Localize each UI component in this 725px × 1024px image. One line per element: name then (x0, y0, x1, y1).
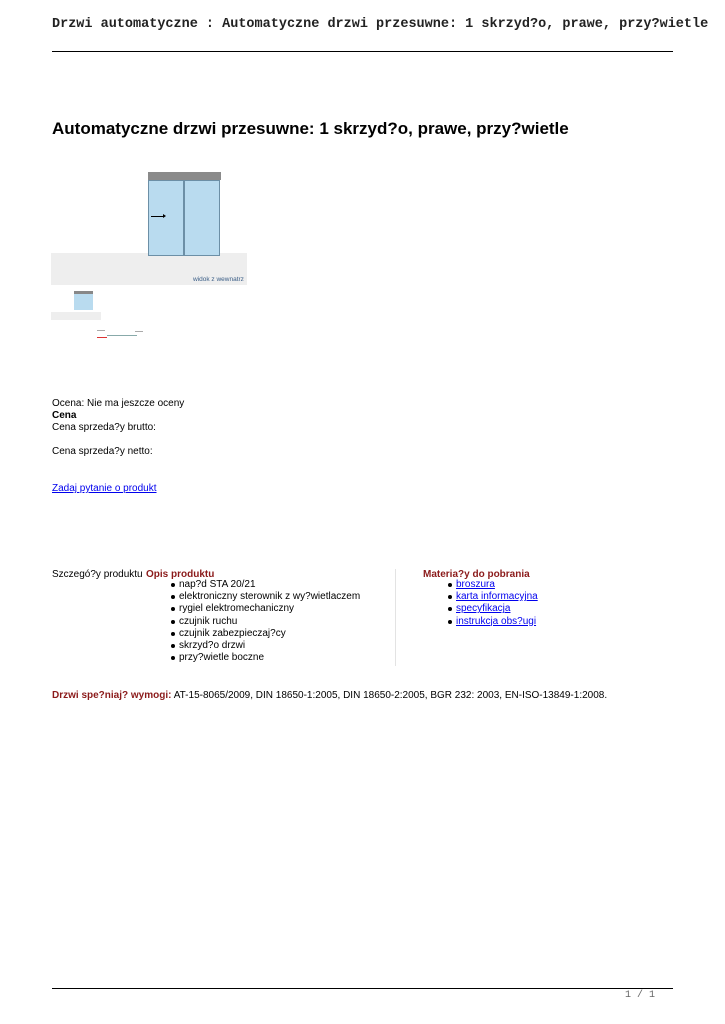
download-link-manual[interactable]: instrukcja obs?ugi (456, 615, 537, 627)
requirements-line (52, 690, 607, 701)
description-title: Opis produktu (146, 569, 215, 580)
product-details-label: Szczegó?y produktu (52, 569, 143, 580)
product-title: Automatyczne drzwi przesuwne: 1 skrzyd?o, prawe, przy?wietle (52, 119, 569, 138)
product-thumbnail-1[interactable] (51, 288, 101, 320)
list-item: skrzyd?o drzwi (179, 640, 360, 652)
thumb-floor (51, 312, 101, 320)
door-drive-housing (148, 172, 221, 180)
requirements-text: AT-15-8065/2009, DIN 18650-1:2005, DIN 18650-2:2005, BGR 232: 2003, EN-ISO-13849-1:2008. (171, 690, 608, 701)
thumb-door-pane (74, 294, 93, 310)
list-item (456, 603, 538, 615)
column-divider (395, 569, 396, 666)
product-main-image[interactable] (51, 155, 247, 285)
sidelight-pane (184, 180, 220, 256)
download-link-specification[interactable]: specyfikacja (456, 603, 511, 615)
rating-text: Ocena: Nie ma jeszcze oceny (52, 398, 185, 409)
materials-title: Materia?y do pobrania (423, 569, 530, 580)
description-list (179, 579, 360, 664)
list-item: czujnik ruchu (179, 616, 360, 628)
list-item: przy?wietle boczne (179, 652, 360, 664)
download-link-info-card[interactable]: karta informacyjna (456, 591, 538, 603)
thumb-line (97, 337, 107, 338)
page-number: 1 / 1 (624, 990, 655, 1001)
list-item: rygiel elektromechaniczny (179, 603, 360, 615)
download-link-brochure[interactable]: broszura (456, 579, 495, 590)
document-header-title: Drzwi automatyczne : Automatyczne drzwi przesuwne: 1 skrzyd?o, prawe, przy?wietle (52, 17, 709, 32)
thumb-line (97, 330, 105, 331)
product-thumbnail-2[interactable] (95, 327, 145, 345)
list-item: elektroniczny sterownik z wy?wietlaczem (179, 591, 361, 603)
thumb-line (107, 335, 137, 336)
image-caption: widok z wewnatrz (193, 276, 244, 283)
price-heading: Cena (52, 410, 77, 421)
price-net-label: Cena sprzeda?y netto: (52, 446, 153, 457)
materials-list (456, 579, 538, 628)
footer-divider (52, 988, 673, 989)
list-item (456, 579, 538, 591)
list-item (456, 591, 538, 603)
ask-question-link[interactable]: Zadaj pytanie o produkt (52, 483, 157, 494)
door-leaf-pane (148, 180, 184, 256)
slide-direction-arrow-icon (151, 216, 163, 217)
list-item (456, 616, 538, 628)
header-divider (52, 51, 673, 52)
list-item: czujnik zabezpieczaj?cy (179, 628, 360, 640)
requirements-label: Drzwi spe?niaj? wymogi: (52, 690, 172, 701)
thumb-line (135, 331, 143, 332)
list-item: nap?d STA 20/21 (179, 579, 360, 591)
price-gross-label: Cena sprzeda?y brutto: (52, 422, 156, 433)
